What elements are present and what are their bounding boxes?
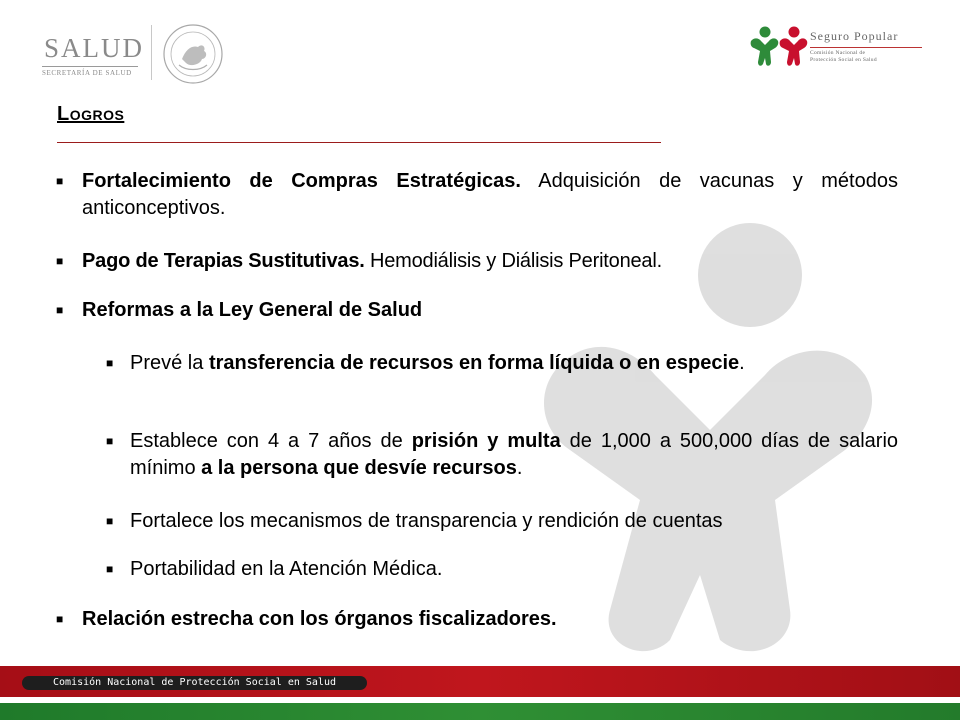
- seguro-popular-subtitle-2: Protección Social en Salud: [810, 57, 877, 63]
- item-bold-text: transferencia de recursos en forma líquida o en especie: [208, 352, 740, 374]
- bullet-square-icon: ■: [106, 356, 114, 370]
- sub-bullet-establece: [106, 428, 899, 482]
- salud-logo-subtitle: SECRETARÍA DE SALUD: [42, 69, 132, 77]
- item-text: Hemodiálisis y Diálisis Peritoneal.: [364, 250, 662, 272]
- salud-logo: [40, 33, 145, 78]
- item-text: Portabilidad en la Atención Médica.: [130, 558, 443, 580]
- bullet-square-icon: ■: [106, 434, 114, 448]
- bullet-item-reformas: [56, 297, 898, 324]
- salud-logo-name: SALUD: [44, 33, 145, 63]
- footer-green-band: [0, 703, 960, 720]
- item-text-middle: de 1,000 a 500,000 días de salario mínimo: [130, 430, 899, 479]
- sub-bullet-fortalece: [106, 508, 898, 535]
- footer-label: Comisión Nacional de Protección Social en Salud: [22, 676, 367, 690]
- item-bold-text: Relación estrecha con los órganos fiscalizadores.: [82, 608, 557, 630]
- bullet-square-icon: ■: [56, 174, 64, 188]
- item-text: Establece con 4 a 7 años de: [130, 430, 412, 452]
- salud-logo-rule: [42, 66, 138, 67]
- bullet-square-icon: ■: [56, 254, 64, 268]
- seguro-popular-rule: [810, 47, 922, 48]
- slide-title: Logros: [57, 103, 125, 125]
- bullet-item-compras: [56, 168, 898, 222]
- item-text: Fortalece los mecanismos de transparencia y rendición de cuentas: [130, 510, 723, 532]
- bullet-square-icon: ■: [56, 612, 64, 626]
- item-bold-text: Reformas a la Ley General de Salud: [82, 299, 423, 321]
- mexico-seal-icon: [162, 23, 224, 85]
- item-bold-text: Fortalecimiento de Compras Estratégicas.: [82, 170, 521, 192]
- header-divider: [151, 25, 152, 80]
- bullet-item-terapias: [56, 248, 898, 275]
- bullet-square-icon: ■: [106, 514, 114, 528]
- item-bold-text-2: a la persona que desvíe recursos: [201, 457, 517, 479]
- header: [0, 0, 960, 95]
- item-text-end: .: [516, 457, 523, 479]
- seguro-popular-name: Seguro Popular: [810, 29, 899, 43]
- item-text: Prevé la: [130, 352, 209, 374]
- sub-bullet-preve: [106, 350, 898, 377]
- item-bold-text: Pago de Terapias Sustitutivas.: [82, 250, 365, 272]
- item-bold-text: prisión y multa: [411, 430, 561, 452]
- title-underline-rule: [57, 142, 661, 143]
- bullet-square-icon: ■: [56, 303, 64, 317]
- sub-bullet-portabilidad: [106, 556, 898, 583]
- seguro-popular-logo: [748, 22, 928, 70]
- seguro-popular-figures-icon: [748, 22, 810, 70]
- item-text: Adquisición de vacunas y métodos anticonceptivos.: [82, 170, 898, 219]
- bullet-square-icon: ■: [106, 562, 114, 576]
- seguro-popular-subtitle-1: Comisión Nacional de: [810, 50, 866, 56]
- item-text-end: .: [739, 352, 745, 374]
- bullet-item-relacion: [56, 606, 898, 633]
